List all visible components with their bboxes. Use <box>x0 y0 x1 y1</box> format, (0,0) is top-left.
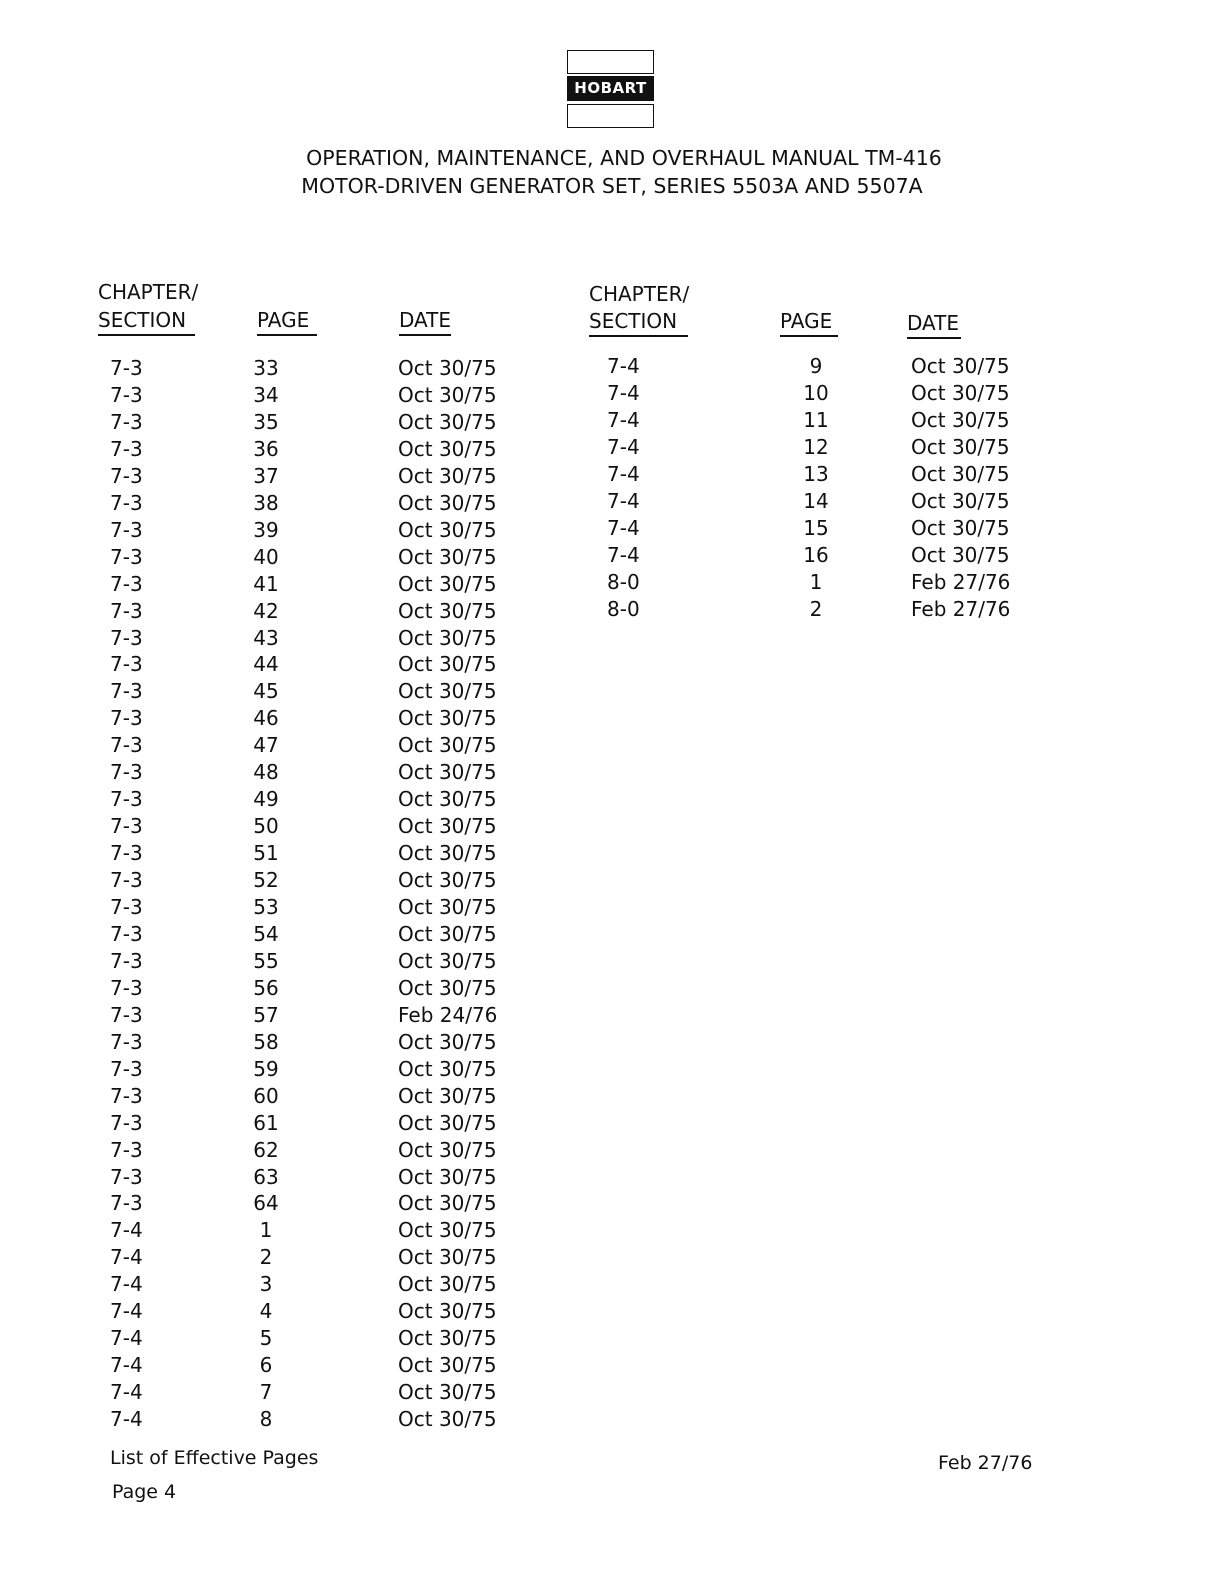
left-row-page-cell: 58 <box>253 1029 279 1054</box>
left-section-header: SECTION <box>98 308 187 332</box>
left-row-page-cell: 4 <box>259 1299 273 1324</box>
left-row-section-cell: 7-3 <box>110 382 143 407</box>
left-row-date-cell: Oct 30/75 <box>398 1218 497 1243</box>
left-row-page-cell: 62 <box>253 1137 279 1162</box>
left-row-page-cell: 2 <box>259 1245 273 1270</box>
logo-frame-top <box>567 50 654 74</box>
left-row-date-cell: Oct 30/75 <box>398 841 497 866</box>
left-row-section-cell: 7-3 <box>110 760 143 785</box>
left-row-page-cell: 42 <box>253 598 279 623</box>
left-row-date-cell: Oct 30/75 <box>398 1191 497 1216</box>
right-row-date-cell: Oct 30/75 <box>911 515 1010 540</box>
left-row-page-cell: 46 <box>253 706 279 731</box>
left-row-date-cell: Oct 30/75 <box>398 1353 497 1378</box>
left-row-section-cell: 7-3 <box>110 679 143 704</box>
left-row-page-cell: 37 <box>253 463 279 488</box>
right-row-date-cell: Oct 30/75 <box>911 380 1010 405</box>
right-row-section-cell: 8-0 <box>607 569 640 594</box>
left-row-page-cell: 38 <box>253 490 279 515</box>
left-date-header: DATE <box>399 308 452 332</box>
right-row-page-cell: 10 <box>803 380 829 405</box>
left-page-header: PAGE <box>257 308 310 332</box>
right-row-date-cell: Oct 30/75 <box>911 354 1010 378</box>
left-row-page-cell: 60 <box>253 1083 279 1108</box>
left-row-date-cell: Oct 30/75 <box>398 733 497 758</box>
left-row-section-cell: 7-4 <box>110 1407 143 1432</box>
left-row-page-cell: 41 <box>253 571 279 596</box>
left-row-page-cell: 44 <box>253 652 279 677</box>
right-row-date-cell: Oct 30/75 <box>911 434 1010 459</box>
left-row-page-cell: 57 <box>253 1002 279 1027</box>
left-row-page-cell: 48 <box>253 760 279 785</box>
left-row-section-cell: 7-3 <box>110 490 143 515</box>
left-row-date-cell: Oct 30/75 <box>398 1164 497 1189</box>
left-row-section-cell: 7-3 <box>110 598 143 623</box>
left-row-page-cell: 45 <box>253 679 279 704</box>
right-page-header: PAGE <box>780 309 833 333</box>
left-row-section-cell: 7-3 <box>110 571 143 596</box>
left-row-section-cell: 7-3 <box>110 841 143 866</box>
right-row-date-cell: Oct 30/75 <box>911 488 1010 513</box>
left-row-date-cell: Oct 30/75 <box>398 490 497 515</box>
left-row-page-cell: 61 <box>253 1110 279 1135</box>
left-row-date-cell: Oct 30/75 <box>398 652 497 677</box>
left-row-section-cell: 7-4 <box>110 1299 143 1324</box>
footer-date: Feb 27/76 <box>938 1452 1033 1474</box>
left-row-page-cell: 3 <box>259 1272 273 1297</box>
right-row-date-cell: Oct 30/75 <box>911 407 1010 432</box>
left-row-page-cell: 47 <box>253 733 279 758</box>
right-row-date-cell: Oct 30/75 <box>911 461 1010 486</box>
left-row-date-cell: Oct 30/75 <box>398 868 497 893</box>
left-row-section-cell: 7-4 <box>110 1218 143 1243</box>
left-row-date-cell: Oct 30/75 <box>398 544 497 569</box>
left-row-date-cell: Oct 30/75 <box>398 814 497 839</box>
left-row-date-cell: Oct 30/75 <box>398 625 497 650</box>
right-row-page-cell: 16 <box>803 542 829 567</box>
left-row-page-cell: 35 <box>253 409 279 434</box>
left-row-section-cell: 7-3 <box>110 706 143 731</box>
left-row-date-cell: Oct 30/75 <box>398 1056 497 1081</box>
left-row-page-cell: 55 <box>253 948 279 973</box>
left-row-date-cell: Oct 30/75 <box>398 895 497 919</box>
left-row-section-cell: 7-3 <box>110 517 143 542</box>
left-row-section-cell: 7-4 <box>110 1272 143 1297</box>
left-row-date-cell: Oct 30/75 <box>398 948 497 973</box>
left-row-date-cell: Oct 30/75 <box>398 1407 497 1432</box>
right-row-page-cell: 14 <box>803 488 829 513</box>
left-row-section-cell: 7-3 <box>110 975 143 1000</box>
left-row-page-cell: 59 <box>253 1056 279 1081</box>
left-row-page-cell: 53 <box>253 895 279 919</box>
left-row-page-cell: 43 <box>253 625 279 650</box>
right-row-page-cell: 2 <box>809 596 823 621</box>
left-row-date-cell: Feb 24/76 <box>398 1002 498 1027</box>
list-of-effective-pages-label: List of Effective Pages <box>110 1447 319 1469</box>
left-row-section-cell: 7-3 <box>110 652 143 677</box>
left-row-section-cell: 7-4 <box>110 1326 143 1351</box>
left-row-page-cell: 50 <box>253 814 279 839</box>
logo-frame-bottom <box>567 104 654 128</box>
left-row-date-cell: Oct 30/75 <box>398 679 497 704</box>
left-row-date-cell: Oct 30/75 <box>398 975 497 1000</box>
right-date-underline <box>907 337 961 339</box>
left-row-section-cell: 7-3 <box>110 1137 143 1162</box>
left-row-section-cell: 7-3 <box>110 625 143 650</box>
left-row-section-cell: 7-3 <box>110 868 143 893</box>
left-row-date-cell: Oct 30/75 <box>398 1110 497 1135</box>
right-row-section-cell: 7-4 <box>607 488 640 513</box>
left-row-section-cell: 7-3 <box>110 436 143 461</box>
left-row-date-cell: Oct 30/75 <box>398 760 497 785</box>
left-row-date-cell: Oct 30/75 <box>398 1083 497 1108</box>
left-row-page-cell: 34 <box>253 382 279 407</box>
left-row-page-cell: 6 <box>259 1353 273 1378</box>
left-row-section-cell: 7-3 <box>110 733 143 758</box>
right-row-section-cell: 7-4 <box>607 380 640 405</box>
left-row-page-cell: 64 <box>253 1191 279 1216</box>
left-row-page-cell: 5 <box>259 1326 273 1351</box>
right-row-date-cell: Feb 27/76 <box>911 596 1011 621</box>
left-row-section-cell: 7-3 <box>110 544 143 569</box>
left-chapter-header-line1: CHAPTER/ <box>98 280 199 304</box>
left-row-page-cell: 63 <box>253 1164 279 1189</box>
left-row-section-cell: 7-3 <box>110 1083 143 1108</box>
right-row-page-cell: 15 <box>803 515 829 540</box>
left-row-section-cell: 7-3 <box>110 1002 143 1027</box>
left-row-date-cell: Oct 30/75 <box>398 921 497 946</box>
left-row-section-cell: 7-3 <box>110 1164 143 1189</box>
left-row-date-cell: Oct 30/75 <box>398 463 497 488</box>
right-row-page-cell: 11 <box>803 407 829 432</box>
left-row-date-cell: Oct 30/75 <box>398 598 497 623</box>
left-row-date-cell: Oct 30/75 <box>398 517 497 542</box>
left-row-section-cell: 7-3 <box>110 921 143 946</box>
left-row-date-cell: Oct 30/75 <box>398 1299 497 1324</box>
left-row-page-cell: 39 <box>253 517 279 542</box>
left-row-date-cell: Oct 30/75 <box>398 409 497 434</box>
left-row-section-cell: 7-3 <box>110 948 143 973</box>
left-row-section-cell: 7-3 <box>110 814 143 839</box>
page-number: Page 4 <box>112 1481 177 1503</box>
right-row-date-cell: Feb 27/76 <box>911 569 1011 594</box>
hobart-logo: HOBART <box>567 76 654 101</box>
right-chapter-header-line1: CHAPTER/ <box>589 282 690 306</box>
left-row-section-cell: 7-3 <box>110 1056 143 1081</box>
right-row-page-cell: 12 <box>803 434 829 459</box>
left-row-page-cell: 52 <box>253 868 279 893</box>
right-row-section-cell: 7-4 <box>607 461 640 486</box>
left-row-page-cell: 8 <box>259 1407 273 1432</box>
right-section-underline <box>589 335 688 337</box>
right-row-section-cell: 8-0 <box>607 596 640 621</box>
left-row-page-cell: 40 <box>253 544 279 569</box>
left-row-date-cell: Oct 30/75 <box>398 356 497 380</box>
right-row-section-cell: 7-4 <box>607 354 640 378</box>
left-row-date-cell: Oct 30/75 <box>398 787 497 812</box>
left-row-section-cell: 7-3 <box>110 787 143 812</box>
left-row-page-cell: 33 <box>253 356 279 380</box>
right-row-section-cell: 7-4 <box>607 407 640 432</box>
left-row-section-cell: 7-3 <box>110 1029 143 1054</box>
left-date-underline <box>399 334 451 336</box>
left-row-date-cell: Oct 30/75 <box>398 1029 497 1054</box>
left-section-underline <box>98 334 195 336</box>
left-row-page-cell: 36 <box>253 436 279 461</box>
left-row-date-cell: Oct 30/75 <box>398 1137 497 1162</box>
left-row-date-cell: Oct 30/75 <box>398 706 497 731</box>
left-row-section-cell: 7-3 <box>110 409 143 434</box>
left-row-section-cell: 7-3 <box>110 895 143 919</box>
left-row-section-cell: 7-4 <box>110 1380 143 1405</box>
left-row-date-cell: Oct 30/75 <box>398 1245 497 1270</box>
manual-title: OPERATION, MAINTENANCE, AND OVERHAUL MANUAL TM-416 <box>306 146 942 170</box>
right-row-section-cell: 7-4 <box>607 515 640 540</box>
left-row-page-cell: 7 <box>259 1380 273 1405</box>
left-row-date-cell: Oct 30/75 <box>398 436 497 461</box>
left-row-section-cell: 7-3 <box>110 463 143 488</box>
left-row-page-cell: 56 <box>253 975 279 1000</box>
left-row-page-cell: 51 <box>253 841 279 866</box>
left-row-page-cell: 49 <box>253 787 279 812</box>
left-row-date-cell: Oct 30/75 <box>398 382 497 407</box>
left-row-date-cell: Oct 30/75 <box>398 1380 497 1405</box>
right-page-underline <box>780 335 838 337</box>
right-section-header: SECTION <box>589 309 678 333</box>
left-row-date-cell: Oct 30/75 <box>398 1326 497 1351</box>
right-row-page-cell: 9 <box>809 354 823 378</box>
left-row-date-cell: Oct 30/75 <box>398 1272 497 1297</box>
left-row-page-cell: 54 <box>253 921 279 946</box>
right-date-header: DATE <box>907 311 960 335</box>
manual-subtitle: MOTOR-DRIVEN GENERATOR SET, SERIES 5503A AND 5507A <box>301 174 923 198</box>
right-row-section-cell: 7-4 <box>607 434 640 459</box>
right-row-section-cell: 7-4 <box>607 542 640 567</box>
left-page-underline <box>257 334 317 336</box>
left-row-section-cell: 7-3 <box>110 1191 143 1216</box>
right-row-page-cell: 1 <box>809 569 823 594</box>
right-row-date-cell: Oct 30/75 <box>911 542 1010 567</box>
left-row-date-cell: Oct 30/75 <box>398 571 497 596</box>
left-row-section-cell: 7-4 <box>110 1245 143 1270</box>
left-row-section-cell: 7-4 <box>110 1353 143 1378</box>
right-row-page-cell: 13 <box>803 461 829 486</box>
left-row-page-cell: 1 <box>259 1218 273 1243</box>
left-row-section-cell: 7-3 <box>110 356 143 380</box>
left-row-section-cell: 7-3 <box>110 1110 143 1135</box>
